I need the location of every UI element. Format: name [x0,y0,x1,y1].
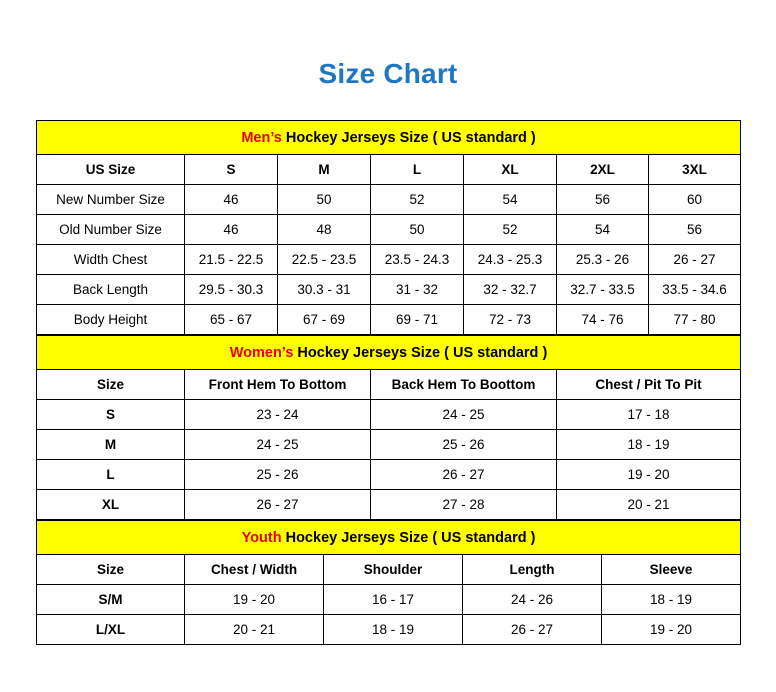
youth-banner-cell [37,521,741,555]
table-cell: 27 - 28 [371,490,557,520]
table-cell: 18 - 19 [557,430,741,460]
youth-header-cell: Chest / Width [185,555,324,585]
row-label: XL [37,490,185,520]
table-row [37,400,741,430]
table-cell: 25.3 - 26 [557,245,649,275]
womens-header-cell: Back Hem To Boottom [371,370,557,400]
womens-size-table [36,335,741,520]
table-cell: 67 - 69 [278,305,371,335]
mens-header-cell: M [278,155,371,185]
mens-banner-accent: Men’s [241,129,282,146]
mens-banner-rest: Hockey Jerseys Size ( US standard ) [281,129,536,146]
table-cell: 26 - 27 [649,245,741,275]
womens-header-cell: Size [37,370,185,400]
mens-header-row [37,155,741,185]
row-label: Body Height [37,305,185,335]
table-cell: 16 - 17 [324,585,463,615]
youth-header-cell: Shoulder [324,555,463,585]
table-cell: 29.5 - 30.3 [185,275,278,305]
table-cell: 26 - 27 [185,490,371,520]
table-row [37,585,741,615]
table-cell: 65 - 67 [185,305,278,335]
youth-size-table [36,520,741,645]
table-row [37,305,741,335]
youth-banner-accent: Youth [241,529,282,546]
youth-header-cell: Length [463,555,602,585]
table-row [37,215,741,245]
table-row [37,245,741,275]
youth-banner-rest: Hockey Jerseys Size ( US standard ) [281,529,536,546]
table-cell: 46 [185,185,278,215]
row-label: L/XL [37,615,185,645]
youth-header-row [37,555,741,585]
row-label: Old Number Size [37,215,185,245]
table-row [37,430,741,460]
mens-banner-row [37,121,741,155]
mens-banner-cell [37,121,741,155]
table-cell: 52 [464,215,557,245]
table-cell: 24 - 25 [185,430,371,460]
table-cell: 19 - 20 [557,460,741,490]
table-cell: 26 - 27 [463,615,602,645]
table-cell: 20 - 21 [557,490,741,520]
table-cell: 60 [649,185,741,215]
table-cell: 32 - 32.7 [464,275,557,305]
table-cell: 56 [557,185,649,215]
table-cell: 54 [464,185,557,215]
youth-banner-row [37,521,741,555]
table-cell: 22.5 - 23.5 [278,245,371,275]
table-cell: 30.3 - 31 [278,275,371,305]
youth-header-cell: Size [37,555,185,585]
table-cell: 25 - 26 [185,460,371,490]
table-cell: 18 - 19 [602,585,741,615]
table-cell: 50 [371,215,464,245]
table-cell: 77 - 80 [649,305,741,335]
table-cell: 52 [371,185,464,215]
table-cell: 25 - 26 [371,430,557,460]
row-label: S [37,400,185,430]
table-cell: 50 [278,185,371,215]
womens-header-row [37,370,741,400]
mens-header-cell: L [371,155,464,185]
table-cell: 33.5 - 34.6 [649,275,741,305]
table-cell: 20 - 21 [185,615,324,645]
table-row [37,615,741,645]
size-tables-container [36,120,740,645]
womens-header-cell: Chest / Pit To Pit [557,370,741,400]
mens-header-cell: 3XL [649,155,741,185]
table-row [37,490,741,520]
table-cell: 24 - 25 [371,400,557,430]
table-cell: 17 - 18 [557,400,741,430]
mens-header-cell: S [185,155,278,185]
table-cell: 24 - 26 [463,585,602,615]
table-cell: 54 [557,215,649,245]
row-label: Width Chest [37,245,185,275]
mens-size-table [36,120,741,335]
row-label: L [37,460,185,490]
row-label: Back Length [37,275,185,305]
page-title: Size Chart [318,58,458,89]
table-cell: 74 - 76 [557,305,649,335]
table-cell: 24.3 - 25.3 [464,245,557,275]
table-cell: 32.7 - 33.5 [557,275,649,305]
row-label: M [37,430,185,460]
table-cell: 19 - 20 [602,615,741,645]
womens-banner-row [37,336,741,370]
table-cell: 72 - 73 [464,305,557,335]
womens-banner-rest: Hockey Jerseys Size ( US standard ) [293,344,548,361]
mens-header-cell: XL [464,155,557,185]
womens-header-cell: Front Hem To Bottom [185,370,371,400]
mens-header-cell: US Size [37,155,185,185]
table-row [37,185,741,215]
table-cell: 31 - 32 [371,275,464,305]
womens-banner-accent: Women’s [229,344,294,361]
table-cell: 23.5 - 24.3 [371,245,464,275]
table-cell: 69 - 71 [371,305,464,335]
row-label: New Number Size [37,185,185,215]
table-cell: 23 - 24 [185,400,371,430]
table-cell: 18 - 19 [324,615,463,645]
mens-header-cell: 2XL [557,155,649,185]
table-cell: 56 [649,215,741,245]
table-cell: 19 - 20 [185,585,324,615]
womens-banner-cell [37,336,741,370]
table-row [37,460,741,490]
table-row [37,275,741,305]
row-label: S/M [37,585,185,615]
table-cell: 21.5 - 22.5 [185,245,278,275]
table-cell: 46 [185,215,278,245]
youth-header-cell: Sleeve [602,555,741,585]
table-cell: 26 - 27 [371,460,557,490]
table-cell: 48 [278,215,371,245]
